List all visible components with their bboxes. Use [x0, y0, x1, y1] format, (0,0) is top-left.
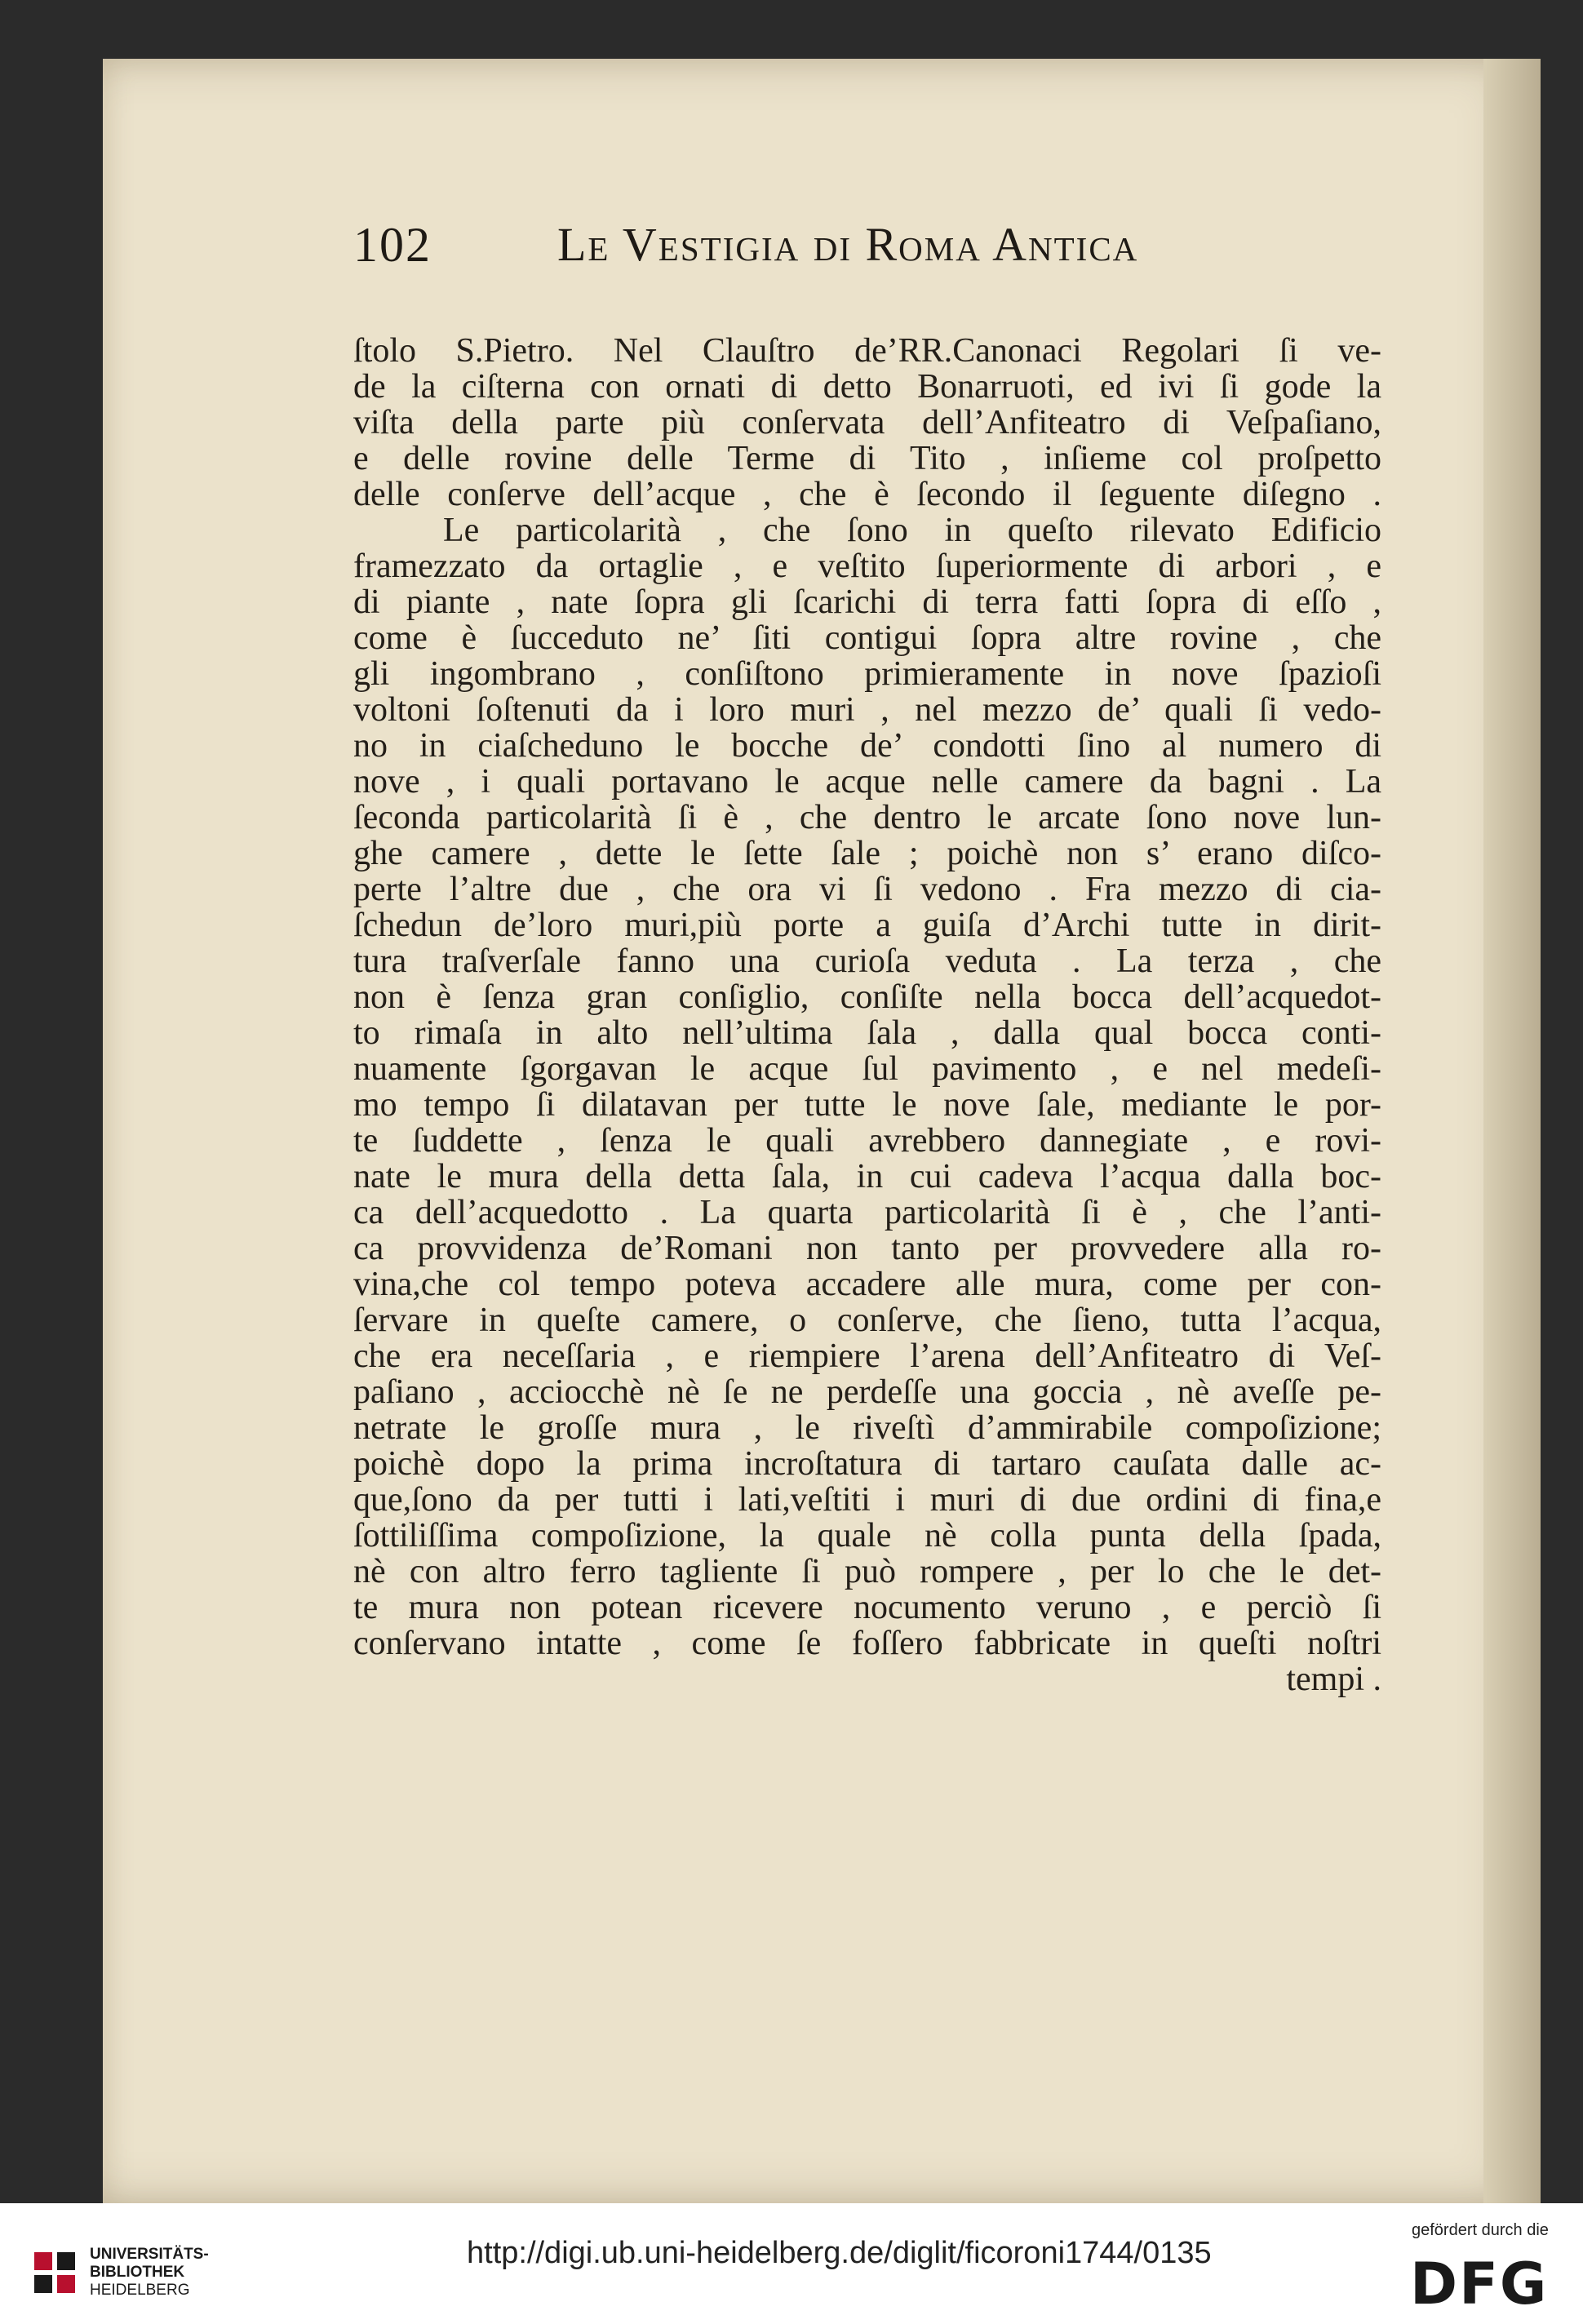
text-line: paſiano , acciocchè nè ſe ne perdeſſe una goccia , nè aveſſe pe- [353, 1373, 1381, 1411]
footer-bar [0, 2203, 1583, 2324]
text-line: mo tempo ſi dilatavan per tutte le nove ſale, mediante le por- [353, 1086, 1381, 1124]
text-line: e delle rovine delle Terme di Tito , inſieme col proſpetto [353, 440, 1381, 477]
library-name-line: HEIDELBERG [90, 2282, 190, 2299]
text-line: tura traſverſale fanno una curioſa veduta . La terza , che [353, 942, 1381, 980]
text-line: che era neceſſaria , e riempiere l’arena dell’Anfiteatro di Veſ- [353, 1337, 1381, 1375]
university-library-logo-icon [33, 2251, 77, 2295]
text-line: conſervano intatte , come ſe foſſero fabbricate in queſti noſtri [353, 1625, 1381, 1662]
dfg-logo: DFG [1410, 2251, 1549, 2317]
page-header [353, 217, 1251, 282]
text-line: nè con altro ferro tagliente ſi può rompere , per lo che le det- [353, 1553, 1381, 1590]
text-line: nuamente ſgorgavan le acque ſul pavimento , e nel medeſi- [353, 1050, 1381, 1088]
text-line: non è ſenza gran conſiglio, conſiſte nella bocca dell’acquedot- [353, 978, 1381, 1016]
text-line: poichè dopo la prima incroſtatura di tartaro cauſata dalle ac- [353, 1445, 1381, 1483]
library-name-line: UNIVERSITÄTS- [90, 2246, 209, 2263]
text-line: di piante , nate ſopra gli ſcarichi di terra fatti ſopra di eſſo , [353, 583, 1381, 621]
text-line: netrate le groſſe mura , le riveſtì d’ammirabile compoſizione; [353, 1409, 1381, 1447]
catchword: tempi . [1286, 1661, 1381, 1698]
text-line: no in ciaſcheduno le bocche de’ condotti ſino al numero di [353, 727, 1381, 765]
text-line: que,ſono da per tutti i lati,veſtiti i muri di due ordini di fina,e [353, 1481, 1381, 1519]
text-line: te mura non potean ricevere nocumento veruno , e perciò ſi [353, 1589, 1381, 1626]
text-line: ſeconda particolarità ſi è , che dentro le arcate ſono nove lun- [353, 799, 1381, 836]
funded-by-label: gefördert durch die [1412, 2221, 1549, 2239]
text-line: te ſuddette , ſenza le quali avrebbero dannegiate , e rovi- [353, 1122, 1381, 1160]
running-title: Le Vestigia di Roma Antica [557, 218, 1139, 271]
text-line: ſchedun de’loro muri,più porte a guiſa d’Archi tutte in dirit- [353, 907, 1381, 944]
text-line: ca dell’acquedotto . La quarta particolarità ſi è , che l’anti- [353, 1194, 1381, 1231]
library-name [90, 2246, 209, 2300]
permalink-url[interactable]: http://digi.ub.uni-heidelberg.de/diglit/ficoroni1744/0135 [467, 2236, 1212, 2270]
text-line: voltoni ſoſtenuti da i loro muri , nel mezzo de’ quali ſi vedo- [353, 691, 1381, 729]
text-line: ghe camere , dette le ſette ſale ; poichè non s’ erano diſco- [353, 835, 1381, 872]
text-line: viſta della parte più conſervata dell’Anfiteatro di Veſpaſiano, [353, 404, 1381, 441]
text-line: delle conſerve dell’acque , che è ſecondo il ſeguente diſegno . [353, 476, 1381, 513]
text-line: ſtolo S.Pietro. Nel Clauſtro de’RR.Canonaci Regolari ſi ve- [353, 332, 1381, 370]
text-line: gli ingombrano , conſiſtono primieramente in nove ſpazioſi [353, 655, 1381, 693]
library-name-line: BIBLIOTHEK [90, 2264, 185, 2281]
text-line: vina,che col tempo poteva accadere alle mura, come per con- [353, 1266, 1381, 1303]
body-text [353, 333, 1381, 1697]
text-line: framezzato da ortaglie , e veſtito ſuperiormente di arbori , e [353, 548, 1381, 585]
page-number: 102 [353, 218, 432, 272]
text-line: perte l’altre due , che ora vi ſi vedono . Fra mezzo di cia- [353, 871, 1381, 908]
text-line: Le particolarità , che ſono in queſto rilevato Edificio [443, 512, 1381, 549]
text-line: to rimaſa in alto nell’ultima ſala , dalla qual bocca conti- [353, 1014, 1381, 1052]
text-line: nate le mura della detta ſala, in cui cadeva l’acqua dalla boc- [353, 1158, 1381, 1195]
text-line: nove , i quali portavano le acque nelle camere da bagni . La [353, 763, 1381, 801]
text-line: ſottiliſſima compoſizione, la quale nè colla punta della ſpada, [353, 1517, 1381, 1555]
text-line: ca provvidenza de’Romani non tanto per provvedere alla ro- [353, 1230, 1381, 1267]
text-line: ſervare in queſte camere, o conſerve, che ſieno, tutta l’acqua, [353, 1302, 1381, 1339]
text-line: de la ciſterna con ornati di detto Bonarruoti, ed ivi ſi gode la [353, 368, 1381, 406]
page-edge [1483, 59, 1541, 2203]
text-line: come è ſucceduto ne’ ſiti contigui ſopra altre rovine , che [353, 619, 1381, 657]
